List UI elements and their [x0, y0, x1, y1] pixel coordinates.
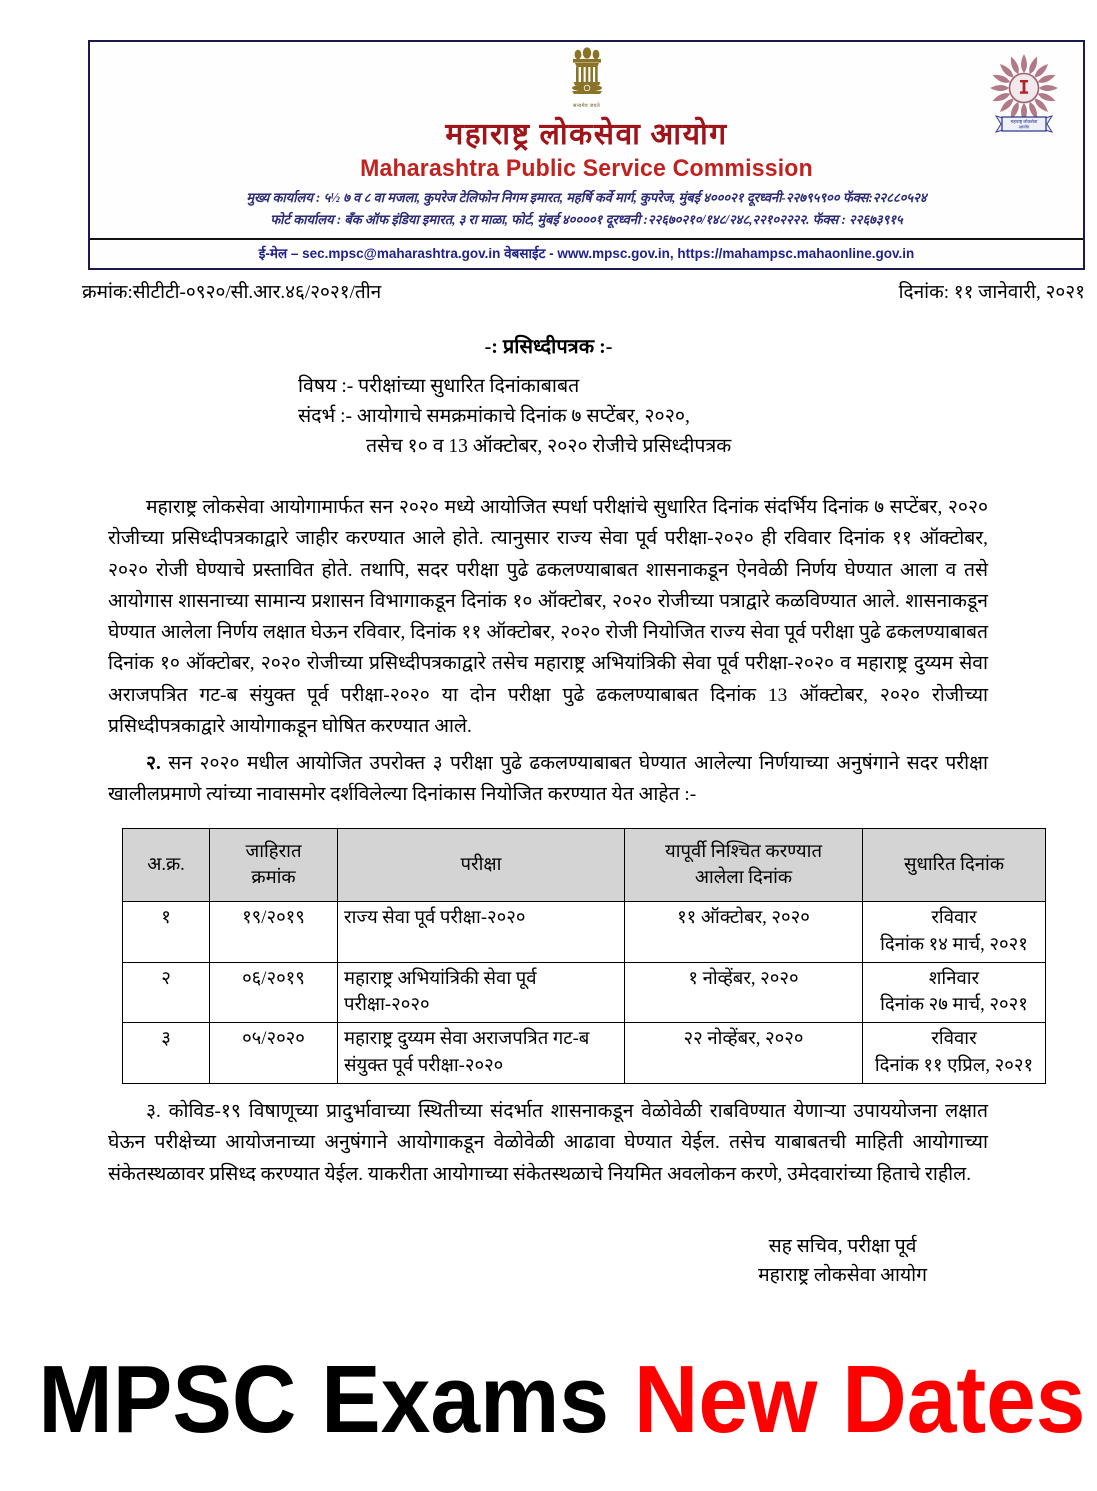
cell-revised-date	[863, 1023, 1046, 1084]
table-body	[123, 902, 1046, 1084]
cell-previous-date: १ नोव्हेंबर, २०२०	[625, 962, 863, 1023]
cell-exam-name: महाराष्ट्र अभियांत्रिकी सेवा पूर्व परीक्षा-२०२०	[338, 962, 625, 1023]
svg-text:आयोग: आयोग	[1018, 124, 1030, 130]
cell-revised-date	[863, 902, 1046, 963]
paragraph-2-text: सन २०२० मधील आयोजित उपरोक्त ३ परीक्षा पुढे ढकलण्याबाबत घेण्यात आलेल्या निर्णयाच्या अनुषंगाने सदर परीक्षा खालीलप्रमाणे त्यांच्या नावासमोर दर्शविलेल्या दिनांकास नियोजित करण्यात येत आहेत :-	[108, 753, 988, 806]
paragraph-1: महाराष्ट्र लोकसेवा आयोगामार्फत सन २०२० मध्ये आयोजित स्पर्धा परीक्षांचे सुधारित दिनांक संदर्भिय दिनांक ७ सप्टेंबर, २०२० रोजीच्या प्रसिध्दीपत्रकाद्वारे जाहीर करण्यात आले होते. त्यानुसार राज्य सेवा पूर्व परीक्षा-२०२० ही रविवार दिनांक ११ ऑक्टोबर, २०२० रोजी घेण्याचे प्रस्तावित होते. तथापि, सदर परीक्षा पुढे ढकलण्याबाबत शासनाकडून ऐनवेळी निर्णय घेण्यात आला व तसे आयोगास शासनाच्या सामान्य प्रशासन विभागाकडून दिनांक १० ऑक्टोबर, २०२० रोजीच्या पत्राद्वारे कळविण्यात आले. शासनाकडून घेण्यात आलेला निर्णय लक्षात घेऊन रविवार, दिनांक ११ ऑक्टोबर, २०२० रोजी नियोजित राज्य सेवा पूर्व परीक्षा पुढे ढकलण्याबाबत दिनांक १० ऑक्टोबर, २०२० रोजीच्या प्रसिध्दीपत्रकाद्वारे तसेच महाराष्ट्र अभियांत्रिकी सेवा पूर्व परीक्षा-२०२० व महाराष्ट्र दुय्यम सेवा अराजपत्रित गट-ब संयुक्त पूर्व परीक्षा-२०२० या दोन परीक्षा पुढे ढकलण्याबाबत दिनांक 13 ऑक्टोबर, २०२० रोजीच्या प्रसिध्दीपत्रकाद्वारे आयोगाकडून घोषित करण्यात आले.	[108, 497, 988, 737]
paragraph-3	[108, 1096, 988, 1190]
india-state-emblem-icon	[556, 46, 618, 118]
table-row	[123, 902, 1046, 963]
cell-advertisement-number: १९/२०१९	[210, 902, 338, 963]
cell-revised-day: रविवार	[931, 1029, 977, 1050]
body-text	[108, 492, 988, 817]
column-header-prev-line1: यापूर्वी निश्चित करण्यात	[665, 841, 822, 862]
fort-office-address: फोर्ट कार्यालय : बँक ऑफ इंडिया इमारत, ३ रा माळा, फोर्ट, मुंबई ४००००१ दूरध्वनी :२२६७०२१०/१४८/२४८,२२१०२२२२. फॅक्स : २२६७३९१५	[270, 212, 903, 227]
banner-text-red: New Dates	[633, 1346, 1086, 1453]
closing-text	[108, 1096, 988, 1190]
cell-serial: १	[123, 902, 210, 963]
svg-text:महाराष्ट्र लोकसेवा: महाराष्ट्र लोकसेवा	[1010, 119, 1038, 124]
signature-block	[758, 1233, 927, 1291]
page-title: -: प्रसिध्दीपत्रक :-	[484, 336, 613, 358]
subject-line: विषय :- परीक्षांच्या सुधारित दिनांकाबाबत	[298, 376, 580, 397]
banner-headline	[38, 1346, 1086, 1453]
signature-designation: सह सचिव, परीक्षा पूर्व	[768, 1236, 917, 1257]
paragraph-2	[108, 748, 988, 811]
cell-revised-date-text: दिनांक २७ मार्च, २०२१	[880, 995, 1028, 1016]
head-office-address: मुख्य कार्यालय : ५½ ७ व ८ वा मजला, कुपरेज टेलिफोन निगम इमारत, महर्षि कर्वे मार्ग, कुपरेज, मुंबई ४०००२१ दूरध्वनी-२२७९५९०० फॅक्स:२२८८०५२४	[246, 190, 927, 205]
column-header-advertisement-number	[210, 829, 338, 902]
cell-revised-day: शनिवार	[928, 968, 980, 989]
letterhead-upper	[90, 42, 1083, 238]
header-divider	[90, 238, 1083, 240]
cell-previous-date: २२ नोव्हेंबर, २०२०	[625, 1023, 863, 1084]
organisation-name-marathi: महाराष्ट्र लोकसेवा आयोग	[445, 118, 728, 151]
table-row	[123, 962, 1046, 1023]
organisation-name-english: Maharashtra Public Service Commission	[360, 155, 813, 182]
paragraph-3-number: ३.	[146, 1101, 161, 1122]
cell-exam-name: महाराष्ट्र दुय्यम सेवा अराजपत्रित गट-ब संयुक्त पूर्व परीक्षा-२०२०	[338, 1023, 625, 1084]
table-header-row	[123, 829, 1046, 902]
banner-text-black: MPSC Exams	[38, 1346, 634, 1453]
reference-date: दिनांक: ११ जानेवारी, २०२१	[898, 282, 1085, 303]
table-head	[123, 829, 1046, 902]
reference-subject-line: संदर्भ :- आयोगाचे समक्रमांकाचे दिनांक ७ सप्टेंबर, २०२०,	[298, 406, 690, 428]
cell-serial: ३	[123, 1023, 210, 1084]
column-header-prev-line2: आलेला दिनांक	[694, 868, 793, 888]
column-header-previous-date	[625, 829, 863, 902]
column-header-rev-line1: सुधारित दिनांक	[903, 854, 1005, 875]
exam-schedule-table	[122, 828, 1046, 1084]
letterhead-box	[88, 40, 1085, 270]
email-website-line: ई-मेल – sec.mpsc@maharashtra.gov.in वेबसाईट - www.mpsc.gov.in, https://mahampsc.mahaonline.gov.in	[258, 246, 915, 261]
subject-block	[298, 372, 1058, 463]
cell-revised-date-text: दिनांक १४ मार्च, २०२१	[880, 934, 1028, 955]
column-header-ad-line2: क्रमांक	[251, 868, 296, 888]
reference-number: क्रमांक:सीटीटी-०९२०/सी.आर.४६/२०२१/तीन	[82, 282, 382, 303]
column-header-ad-line1: जाहिरात	[245, 841, 302, 862]
column-header-serial	[123, 829, 210, 902]
paragraph-3-text: कोविड-१९ विषाणूच्या प्रादुर्भावाच्या स्थितीच्या संदर्भात शासनाकडून वेळोवेळी राबविण्यात येणाऱ्या उपाययोजना लक्षात घेऊन परीक्षेच्या आयोजनाच्या अनुषंगाने आयोगाकडून वेळोवेळी आढावा घेण्यात येईल. तसेच याबाबतची माहिती आयोगाच्या संकेतस्थळावर प्रसिध्द करण्यात येईल. याकरीता आयोगाच्या संकेतस्थळाचे नियमित अवलोकन करणे, उमेदवारांच्या हिताचे राहील.	[108, 1101, 988, 1185]
reference-subject-line-2: तसेच १० व 13 ऑक्टोबर, २०२० रोजीचे प्रसिध्दीपत्रक	[366, 436, 732, 458]
cell-revised-date-text: दिनांक ११ एप्रिल, २०२१	[874, 1056, 1034, 1077]
column-header-exam-line1: परीक्षा	[460, 854, 502, 875]
paragraph-2-number: २.	[146, 753, 161, 774]
column-header-revised-date	[863, 829, 1046, 902]
signature-organisation: महाराष्ट्र लोकसेवा आयोग	[758, 1264, 927, 1286]
column-header-exam	[338, 829, 625, 902]
emblem-caption: सत्यमेव जयते	[572, 103, 601, 109]
cell-advertisement-number: ०६/२०१९	[210, 962, 338, 1023]
cell-serial: २	[123, 962, 210, 1023]
column-header-serial-line1: अ.क्र.	[147, 854, 185, 875]
cell-previous-date: ११ ऑक्टोबर, २०२०	[625, 902, 863, 963]
table-row	[123, 1023, 1046, 1084]
cell-exam-name: राज्य सेवा पूर्व परीक्षा-२०२०	[338, 902, 625, 963]
reference-row	[82, 278, 1085, 304]
cell-revised-date	[863, 962, 1046, 1023]
cell-revised-day: रविवार	[931, 908, 977, 928]
cell-advertisement-number: ०५/२०२०	[210, 1023, 338, 1084]
